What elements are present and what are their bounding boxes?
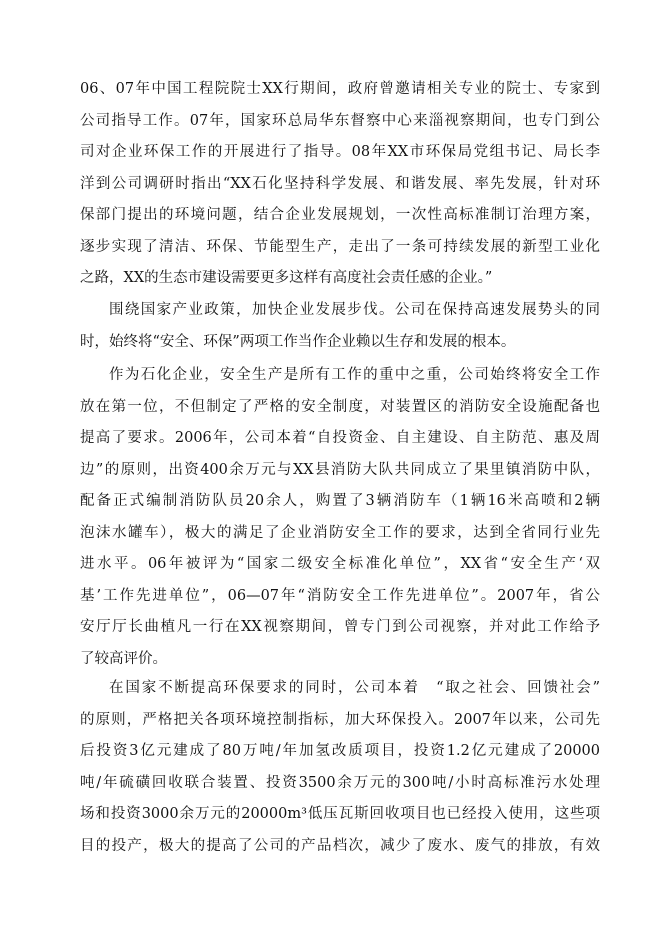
text-line: 配备正式编制消防队员20余人，购置了3辆消防车（1辆16米高喷和2辆 [80,493,600,509]
text-line: 围绕国家产业政策，加快企业发展步伐。公司在保持高速发展势头的同 [109,302,600,318]
text-line: 后投资3亿元建成了80万吨/年加氢改质项目，投资1.2亿元建成了20000 [80,743,600,759]
paragraph-safety-production [80,360,600,675]
text-line: 了较高评价。 [80,650,167,667]
text-line: 之路，XX的生态市建设需要更多这样有高度社会责任感的企业。” [80,270,493,286]
text-line: 放在第一位，不但制定了严格的安全制度，对装置区的消防安全设施配备也 [80,398,600,415]
text-line: 作为石化企业，安全生产是所有工作的重中之重，公司始终将安全工作 [109,367,600,383]
text-line: 安厅厅长曲植凡一行在XX视察期间，曾专门到公司视察，并对此工作给予 [80,619,600,635]
text-line: 时，始终将“安全、环保”两项工作当作企业赖以生存和发展的根本。 [80,333,516,350]
text-line: 的原则，严格把关各项环境控制指标，加大环保投入。2007年以来，公司先 [80,711,600,728]
text-line: 提高了要求。2006年，公司本着“自投资金、自主建设、自主防范、惠及周 [80,430,600,446]
text-line: 在国家不断提高环保要求的同时，公司本着 “取之社会、回馈社会” [109,680,600,696]
text-line: 司对企业环保工作的开展进行了指导。08年XX市环保局党组书记、局长李 [80,144,600,160]
text-line: 公司指导工作。07年，国家环总局华东督察中心来淄视察期间，也专门到公 [80,112,600,129]
text-line: 目的投产，极大的提高了公司的产品档次，减少了废水、废气的排放，有效 [80,837,600,854]
text-line: 场和投资3000余万元的20000m³低压瓦斯回收项目也已经投入使用，这些项 [80,806,600,822]
paragraph-industrial-policy [80,295,600,358]
paragraph-environmental-investment [80,673,600,862]
text-line: 进水平。06年被评为“国家二级安全标准化单位”，XX省“安全生产‘双 [80,556,600,572]
paragraph-experts-visit [80,74,600,295]
text-line: 保部门提出的环境问题，结合企业发展规划，一次性高标准制订治理方案， [80,207,600,223]
text-line: 吨/年硫磺回收联合装置、投资3500余万元的300吨/小时高标准污水处理 [80,774,600,791]
text-line: 基’工作先进单位”，06—07年“消防安全工作先进单位”。2007年，省公 [80,587,600,604]
text-line: 洋到公司调研时指出“XX石化坚持科学发展、和谐发展、率先发展，针对环 [80,175,600,192]
text-line: 边”的原则，出资400余万元与XX县消防大队共同成立了果里镇消防中队， [80,461,600,478]
text-line: 泡沫水罐车），极大的满足了企业消防安全工作的要求，达到全省同行业先 [80,524,600,541]
text-line: 逐步实现了清洁、环保、节能型生产，走出了一条可持续发展的新型工业化 [80,238,600,255]
text-line: 06、07年中国工程院院士XX行期间，政府曾邀请相关专业的院士、专家到 [80,81,600,97]
